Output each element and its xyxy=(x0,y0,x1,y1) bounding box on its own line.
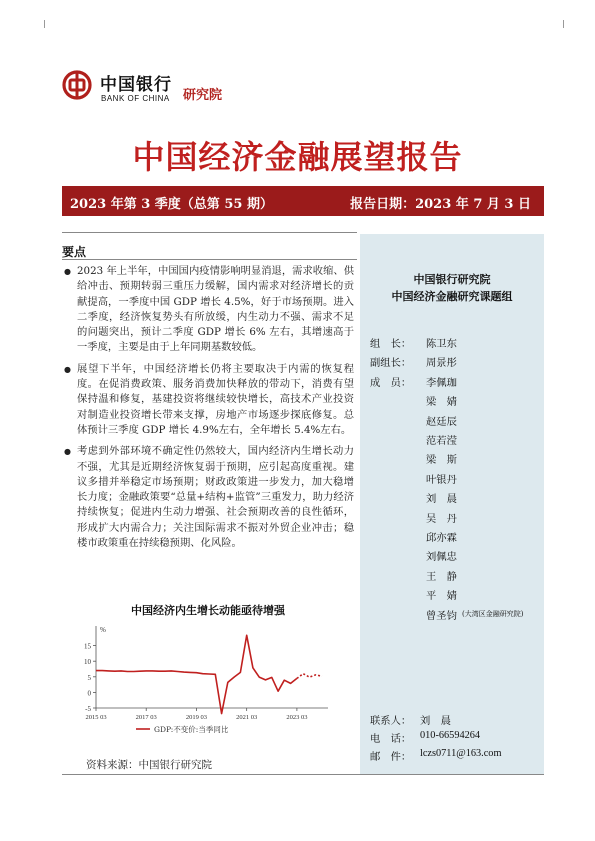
report-date: 报告日期：2023 年 7 月 3 日 xyxy=(350,197,531,212)
y-axis-unit: % xyxy=(100,626,106,634)
member-name: 王 静 xyxy=(426,570,457,583)
team-member-row xyxy=(370,335,457,350)
contact-email-label: 邮 件： xyxy=(370,751,412,763)
legend-label: GDP:不变价:当季同比 xyxy=(154,725,229,734)
member-name: 周景彤 xyxy=(426,357,457,370)
x-tick-label: 2015 03 xyxy=(85,714,107,721)
bank-of-china-logo-icon xyxy=(62,70,92,100)
contact-person: 刘 晨 xyxy=(420,715,451,727)
member-name: 平 婧 xyxy=(426,590,457,603)
team-member-row xyxy=(370,548,457,564)
team-member-row xyxy=(370,490,457,506)
divider xyxy=(62,232,357,233)
member-name: 刘佩忠 xyxy=(426,551,457,564)
member-role: 副组长： xyxy=(370,357,412,370)
data-source: 资料来源：中国银行研究院 xyxy=(86,759,212,771)
x-tick-label: 2019 03 xyxy=(185,714,208,721)
team-member-row xyxy=(370,432,457,447)
key-point-3: ● 考虑到外部环境不确定性仍然较大，国内经济内生增长动力不强，尤其是近期经济恢复弱于预期，应引起高度重视。建议多措并举稳定市场预期；财政政策进一步发力，加大稳增长力度；金融政策要“总量+结构+监管”三重发力，助力经济持续恢复；促进内生动力增强、社会预期改善的良性循环，形成扩大内需合力；关注国际需求不振对外贸企业冲击；稳楼市政策重在持续稳预期、化风险。 xyxy=(62,444,354,551)
key-point-2: ● 展望下半年，中国经济增长仍将主要取决于内需的恢复程度。在促消费政策、服务消费加快释放的带动下，消费有望保持温和修复，基建投资将继续较快增长，高技术产业投资对制造业投资增长带来支撑，房地产市场逐步探底修复。总体预计三季度 GDP 增长 4.9%左右，全年增长 5.4%左右。 xyxy=(62,362,354,438)
y-tick-label: 15 xyxy=(84,642,91,651)
member-name: 刘 晨 xyxy=(426,493,457,506)
contact-person-row xyxy=(370,712,451,727)
team-member-row xyxy=(370,413,457,428)
member-role: 成 员： xyxy=(370,376,412,389)
contact-person-label: 联系人： xyxy=(370,715,412,727)
team-member-row xyxy=(370,607,524,622)
gdp-forecast-line xyxy=(297,674,322,679)
institute-label: 研究院 xyxy=(183,88,223,103)
member-name: 赵廷辰 xyxy=(426,415,457,428)
team-member-row xyxy=(370,529,457,544)
chart-title: 中国经济内生增长动能亟待增强 xyxy=(131,604,285,617)
team-member-row xyxy=(370,568,457,583)
crop-mark-top-left xyxy=(44,20,45,28)
divider xyxy=(62,774,544,775)
member-name: 范若滢 xyxy=(426,435,457,447)
logo-chinese-name: 中国银行 xyxy=(100,75,172,95)
crop-mark-top-right xyxy=(563,20,564,28)
y-tick-label: 5 xyxy=(87,673,91,682)
contact-phone: 010-66594264 xyxy=(420,730,481,741)
key-points-heading: 要点 xyxy=(62,245,87,259)
member-role: 组 长： xyxy=(370,338,412,350)
contact-email[interactable]: lczs0711@163.com xyxy=(420,748,502,759)
member-name: 陈卫东 xyxy=(426,338,457,350)
contact-phone-row xyxy=(370,730,481,745)
report-title: 中国经济金融展望报告 xyxy=(132,138,463,176)
team-institute: 中国银行研究院 xyxy=(413,273,491,286)
divider xyxy=(62,259,357,260)
member-name: 李佩珈 xyxy=(426,376,457,389)
team-member-row xyxy=(370,374,457,389)
team-member-row xyxy=(370,354,457,370)
team-group: 中国经济金融研究课题组 xyxy=(391,290,513,303)
team-member-row xyxy=(370,451,457,467)
contact-email-row xyxy=(370,748,502,763)
x-tick-label: 2021 03 xyxy=(236,714,258,721)
x-tick-label: 2017 03 xyxy=(135,714,157,721)
member-name: 曾圣钧 xyxy=(426,609,457,622)
y-tick-label: 0 xyxy=(87,689,91,698)
member-name: 叶银丹 xyxy=(426,473,457,486)
x-tick-label: 2023 03 xyxy=(286,714,308,721)
team-member-row xyxy=(370,471,457,486)
team-member-row xyxy=(370,587,457,603)
member-name: 梁 斯 xyxy=(426,454,457,467)
key-points-list xyxy=(62,264,354,557)
member-name: 邱亦霖 xyxy=(426,532,457,544)
gdp-growth-line xyxy=(96,635,297,713)
gdp-growth-chart xyxy=(62,618,354,753)
logo-english-name: BANK OF CHINA xyxy=(101,94,170,103)
y-tick-label: -5 xyxy=(85,705,91,713)
team-member-row xyxy=(370,510,457,525)
team-member-row xyxy=(370,393,457,409)
member-note: (大湾区金融研究院) xyxy=(462,609,524,618)
member-name: 吴 丹 xyxy=(426,512,457,525)
key-point-1: ● 2023 年上半年，中国国内疫情影响明显消退，需求收缩、供给冲击、预期转弱三重压力缓解，国内需求对经济增长的贡献提高，一季度中国 GDP 增长 4.5%，好于市场预期。进入二季度，经济恢复势头有所放缓，内生动力不强、需求不足的问题突出，预计二季度 GDP 增长 6% 左右，其增速高于一季度，主要是由于上年同期基数较低。 xyxy=(62,264,354,356)
y-tick-label: 10 xyxy=(84,658,91,667)
member-name: 梁 婧 xyxy=(426,396,457,409)
issue-number: 2023 年第 3 季度（总第 55 期） xyxy=(70,197,273,212)
contact-phone-label: 电 话： xyxy=(370,733,412,745)
